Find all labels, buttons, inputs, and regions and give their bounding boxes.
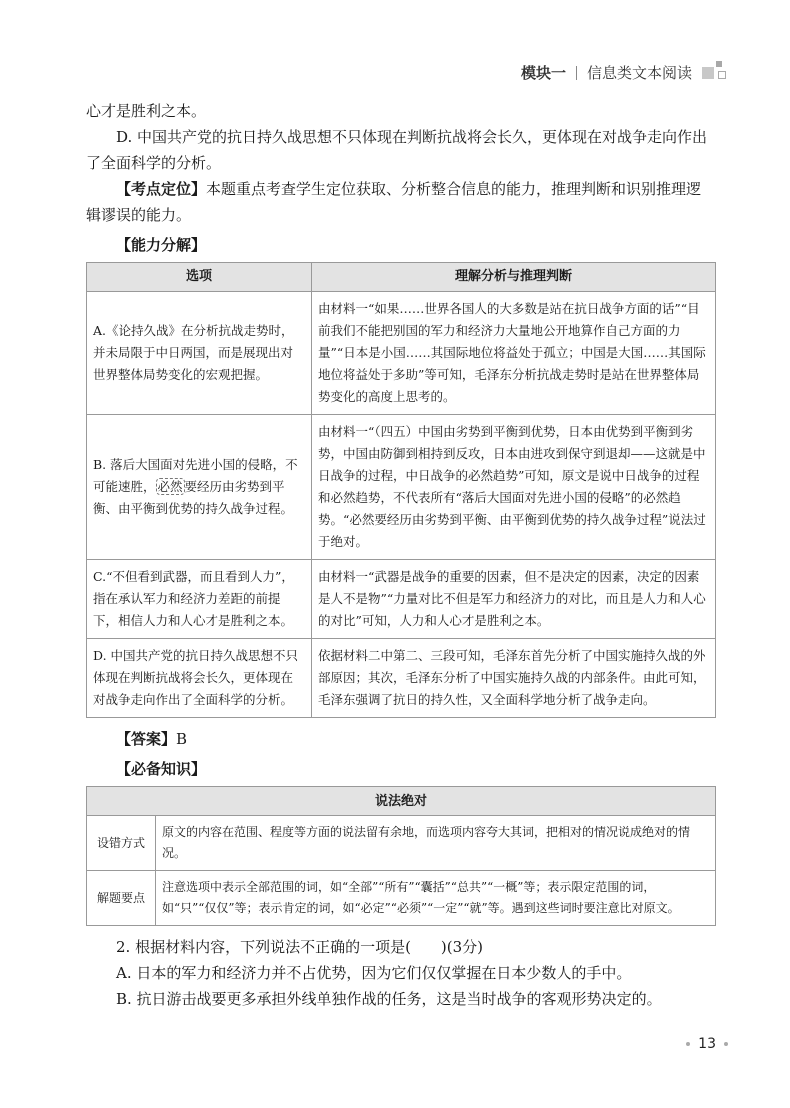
answer-line: [86, 726, 716, 752]
header-decoration-icon: [702, 65, 730, 81]
section-label: 信息类文本阅读: [586, 64, 692, 82]
intro-line: 心才是胜利之本。: [86, 102, 207, 120]
table-row: [87, 560, 716, 639]
page-footer: [686, 1036, 728, 1052]
table-row: [87, 816, 716, 871]
option-text-post: 要经历由劣势到平衡、由平衡到优势的持久战争过程。: [93, 479, 294, 516]
knowledge-title: 说法绝对: [87, 787, 716, 816]
answer-label: 【答案】: [116, 730, 177, 748]
option-cell: C.“不但看到武器，而且看到人力”，指在承认军力和经济力差距的前提下，相信人力和人心才是胜利之本。: [87, 560, 312, 639]
question-stem: 2. 根据材料内容，下列说法不正确的一项是( )(3分): [116, 938, 484, 956]
analysis-table-header: [87, 263, 716, 292]
header-analysis: 理解分析与推理判断: [312, 263, 716, 292]
footer-dot-icon: [686, 1042, 690, 1046]
knowledge-table: [86, 786, 716, 926]
option-cell: A.《论持久战》在分析抗战走势时，并未局限于中日两国，而是展现出对世界整体局势变化的宏观把握。: [87, 292, 312, 415]
knowledge-row-label: 解题要点: [87, 871, 156, 926]
table-row: [87, 292, 716, 415]
analysis-table: [86, 262, 716, 718]
table-row: [87, 415, 716, 560]
module-label: 模块一: [520, 64, 566, 82]
page-number: 13: [698, 1036, 716, 1052]
knowledge-row-text: 注意选项中表示全部范围的词，如“全部”“所有”“囊括”“总共”“一概”等；表示限定范围的词，如“只”“仅仅”等；表示肯定的词，如“必定”“必须”“一定”“就”等。遇到这些词时要注意比对原文。: [156, 871, 716, 926]
question-option-a: A. 日本的军力和经济力并不占优势，因为它们仅仅掌握在日本少数人的手中。: [116, 964, 632, 982]
analysis-cell: 由材料一“（四五）中国由劣势到平衡到优势，日本由优势到平衡到劣势，中国由防御到相持到反攻，日本由进攻到保守到退却——这就是中日战争的过程，中日战争的必然趋势”可知，原文是说中日战争的过程和必然趋势，不代表所有“落后大国面对先进小国的侵略”的必然趋势。“必然要经历由劣势到平衡、由平衡到优势的持久战争过程”说法过于绝对。: [312, 415, 716, 560]
answer-value: B: [176, 730, 188, 748]
kaodian-text: 本题重点考查学生定位获取、分析整合信息的能力，推理判断和识别推理逻辑谬误的能力。: [86, 180, 702, 224]
kaodian-label: 【考点定位】: [116, 180, 207, 198]
analysis-cell: 由材料一“武器是战争的重要的因素，但不是决定的因素，决定的因素是人不是物”“力量对比不但是军力和经济力的对比，而且是人力和人心的对比”可知，人力和人心才是胜利之本。: [312, 560, 716, 639]
header-divider: [576, 66, 577, 80]
knowledge-row-text: 原文的内容在范围、程度等方面的说法留有余地，而选项内容夸大其词，把相对的情况说成绝对的情况。: [156, 816, 716, 871]
analysis-cell: 由材料一“如果……世界各国人的大多数是站在抗日战争方面的话”“目前我们不能把别国的军力和经济力大量地公开地算作自己方面的力量”“日本是小国……其国际地位将益处于孤立；中国是大国……其国际地位将益处于多助”等可知，毛泽东分析抗战走势时是站在世界整体局势变化的高度上思考的。: [312, 292, 716, 415]
table-row: [87, 639, 716, 718]
knowledge-row-label: 设错方式: [87, 816, 156, 871]
circled-word: 必然: [157, 479, 183, 494]
option-cell: [87, 415, 312, 560]
question-option-b: B. 抗日游击战要更多承担外线单独作战的任务，这是当时战争的客观形势决定的。: [116, 990, 662, 1008]
option-d-text: D. 中国共产党的抗日持久战思想不只体现在判断抗战将会长久，更体现在对战争走向作出了全面科学的分析。: [86, 128, 708, 172]
page-header: [521, 62, 730, 83]
knowledge-label: 【必备知识】: [116, 760, 207, 778]
analysis-cell: 依据材料二中第二、三段可知，毛泽东首先分析了中国实施持久战的外部原因；其次，毛泽东分析了中国实施持久战的内部条件。由此可知，毛泽东强调了抗日的持久性，又全面科学地分析了战争走向。: [312, 639, 716, 718]
option-cell: D. 中国共产党的抗日持久战思想不只体现在判断抗战将会长久，更体现在对战争走向作出了全面科学的分析。: [87, 639, 312, 718]
question-2: [86, 934, 716, 1012]
table-row: [87, 871, 716, 926]
header-option: 选项: [87, 263, 312, 292]
ability-label: 【能力分解】: [116, 236, 207, 254]
knowledge-table-header: [87, 787, 716, 816]
option-text-pre: B. 落后大国面对先进小国的侵略，不可能速胜，: [93, 457, 298, 494]
kaodian-paragraph: [86, 176, 716, 228]
page-content: [86, 98, 716, 1012]
footer-dot-icon: [724, 1042, 728, 1046]
